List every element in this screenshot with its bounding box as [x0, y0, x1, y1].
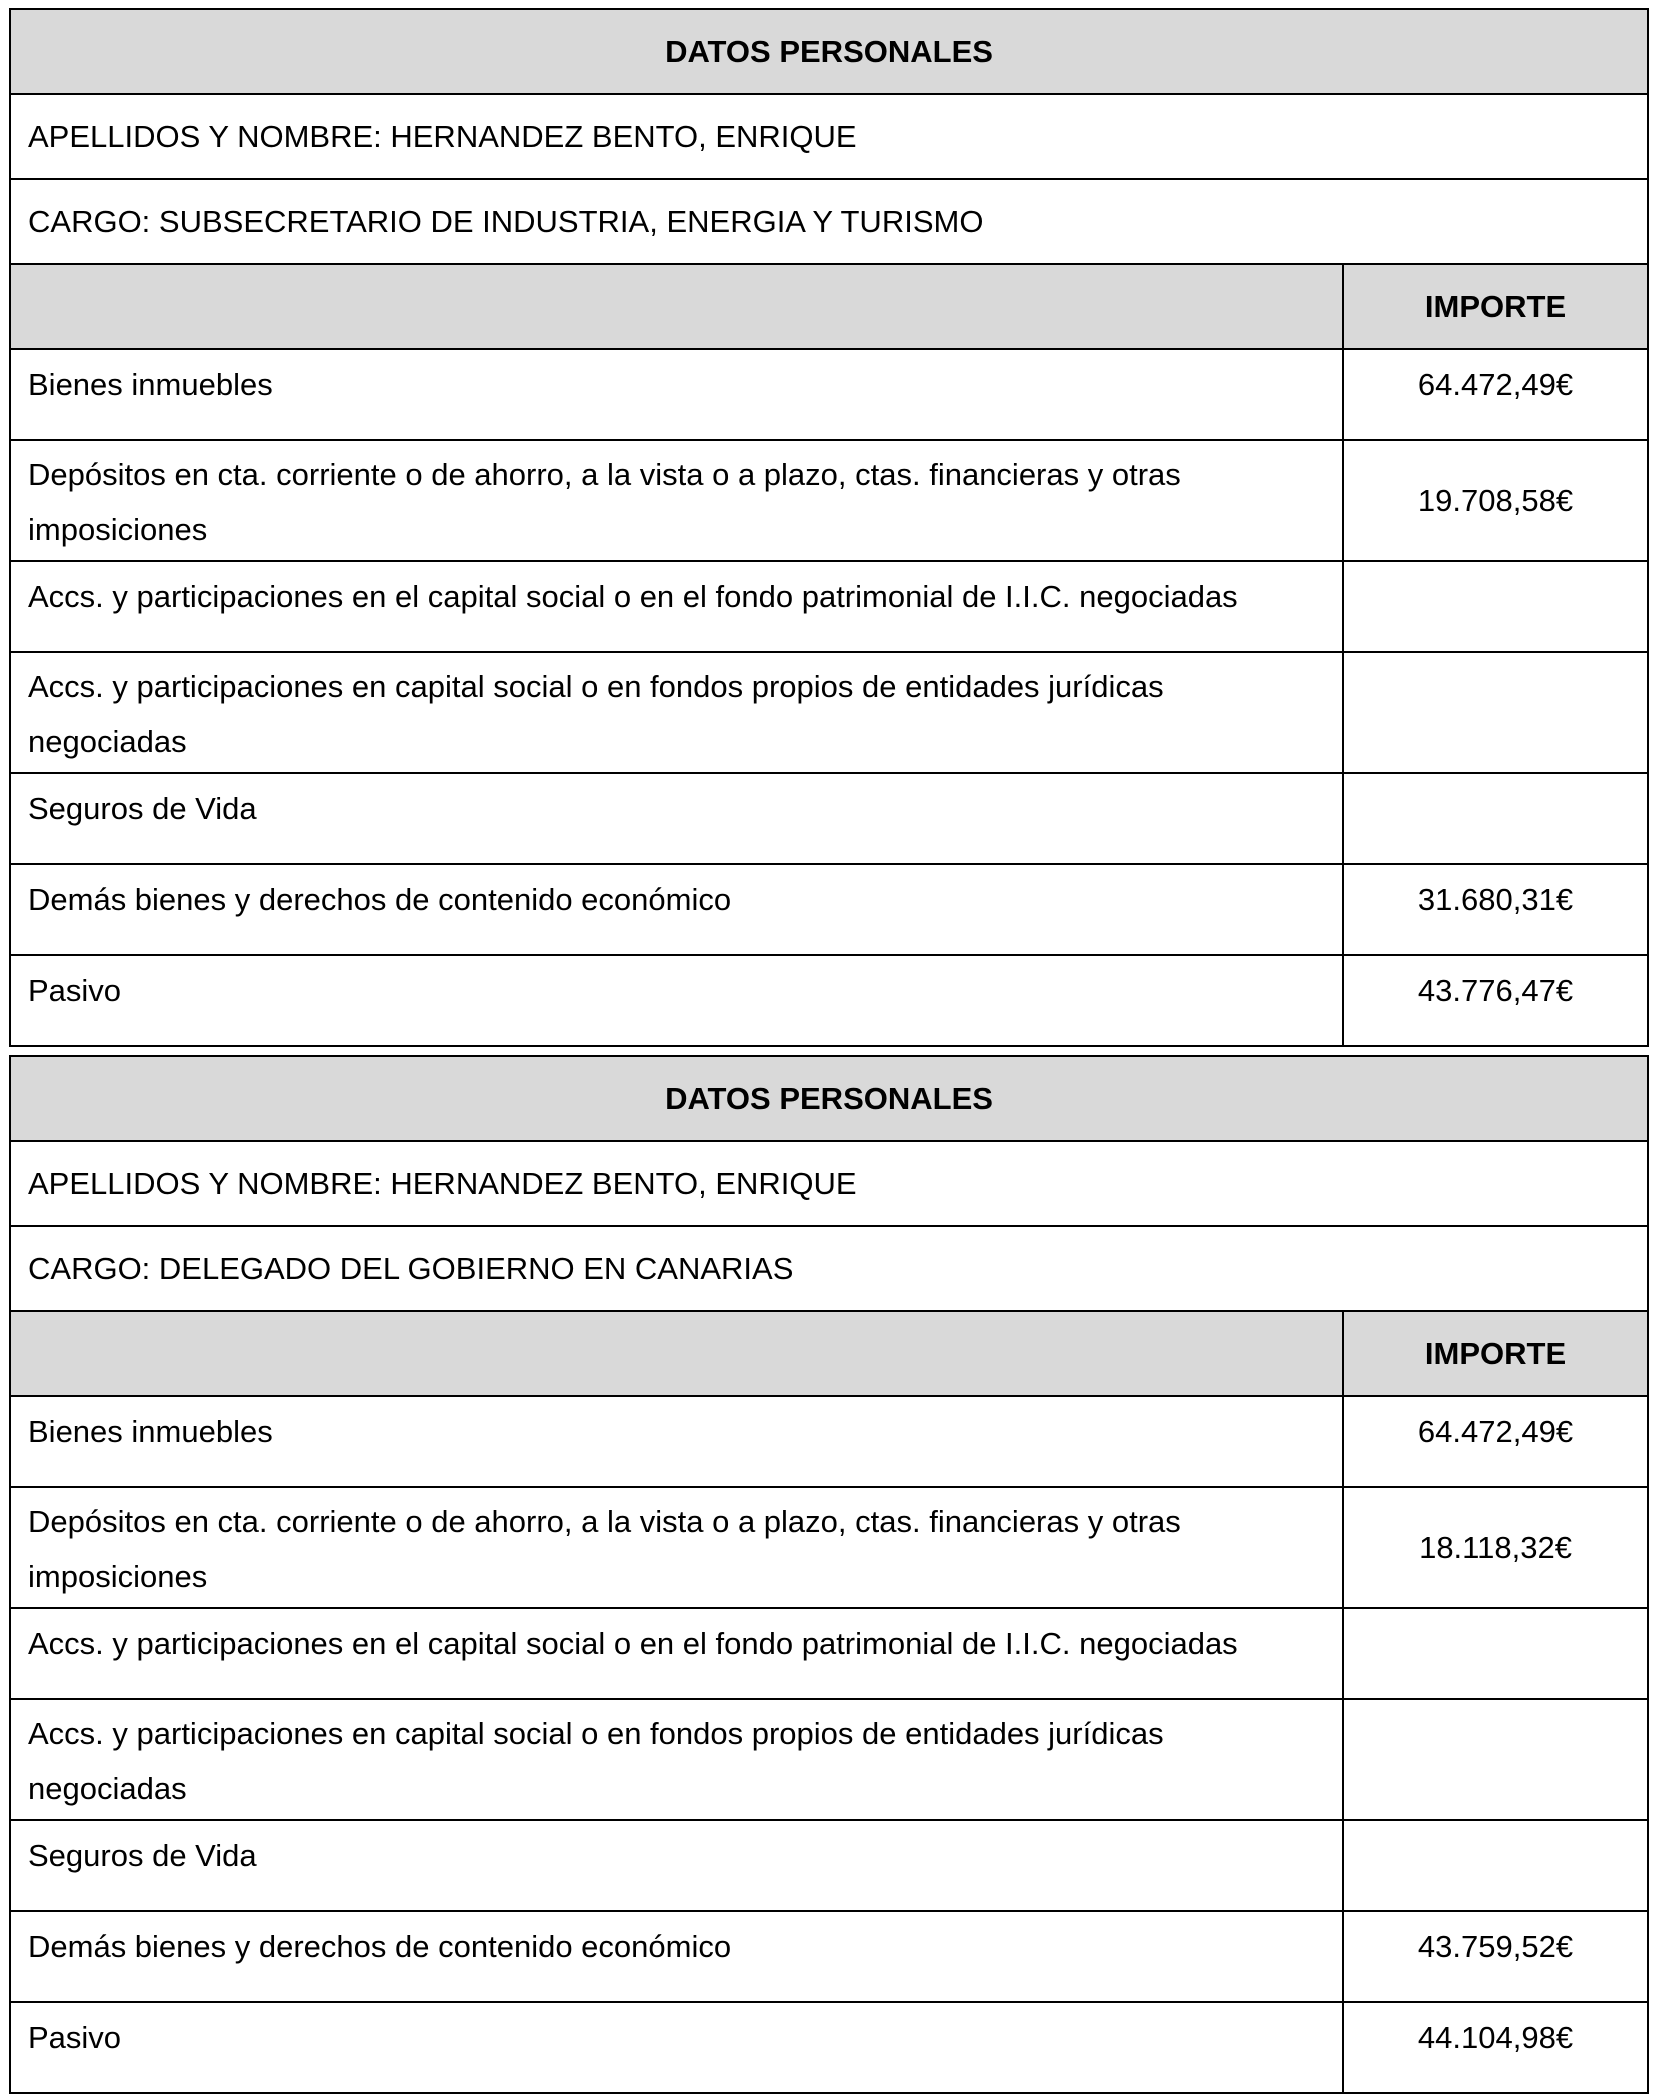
cargo-field: CARGO: DELEGADO DEL GOBIERNO EN CANARIAS: [10, 1226, 1648, 1311]
table-row: [10, 1820, 1648, 1911]
table-row: [10, 1911, 1648, 2002]
row-amount: [1343, 652, 1648, 773]
table-title: DATOS PERSONALES: [10, 1056, 1648, 1141]
table-row: [10, 1487, 1648, 1608]
row-amount: 44.104,98€: [1343, 2002, 1648, 2093]
table-title: DATOS PERSONALES: [10, 9, 1648, 94]
row-concept: Demás bienes y derechos de contenido económico: [10, 864, 1343, 955]
row-concept: Demás bienes y derechos de contenido económico: [10, 1911, 1343, 2002]
cargo-field: CARGO: SUBSECRETARIO DE INDUSTRIA, ENERGIA Y TURISMO: [10, 179, 1648, 264]
row-amount: [1343, 561, 1648, 652]
table-row: [10, 773, 1648, 864]
row-amount: [1343, 773, 1648, 864]
table-row: [10, 440, 1648, 561]
row-concept: Accs. y participaciones en capital social o en fondos propios de entidades jurídicas negociadas: [10, 1699, 1343, 1820]
amount-column-header: IMPORTE: [1343, 264, 1648, 349]
row-concept: Depósitos en cta. corriente o de ahorro, a la vista o a plazo, ctas. financieras y otras imposiciones: [10, 1487, 1343, 1608]
row-concept: Pasivo: [10, 2002, 1343, 2093]
row-concept: Seguros de Vida: [10, 1820, 1343, 1911]
table-row: [10, 2002, 1648, 2093]
row-amount: 18.118,32€: [1343, 1487, 1648, 1608]
table-row: [10, 1396, 1648, 1487]
row-amount: 19.708,58€: [1343, 440, 1648, 561]
table-row: [10, 561, 1648, 652]
row-concept: Bienes inmuebles: [10, 349, 1343, 440]
table-row: [10, 864, 1648, 955]
name-field: APELLIDOS Y NOMBRE: HERNANDEZ BENTO, ENRIQUE: [10, 1141, 1648, 1226]
row-concept: Seguros de Vida: [10, 773, 1343, 864]
row-amount: 43.759,52€: [1343, 1911, 1648, 2002]
table-row: [10, 1699, 1648, 1820]
table-row: [10, 955, 1648, 1046]
table-row: [10, 1608, 1648, 1699]
concept-column-header: [10, 1311, 1343, 1396]
row-concept: Bienes inmuebles: [10, 1396, 1343, 1487]
row-amount: 31.680,31€: [1343, 864, 1648, 955]
row-amount: [1343, 1608, 1648, 1699]
asset-declaration-table-2: [9, 1055, 1649, 2094]
row-concept: Accs. y participaciones en capital social o en fondos propios de entidades jurídicas negociadas: [10, 652, 1343, 773]
row-concept: Accs. y participaciones en el capital social o en el fondo patrimonial de I.I.C. negociadas: [10, 1608, 1343, 1699]
row-amount: [1343, 1699, 1648, 1820]
table-row: [10, 652, 1648, 773]
row-concept: Pasivo: [10, 955, 1343, 1046]
concept-column-header: [10, 264, 1343, 349]
amount-column-header: IMPORTE: [1343, 1311, 1648, 1396]
row-concept: Accs. y participaciones en el capital social o en el fondo patrimonial de I.I.C. negociadas: [10, 561, 1343, 652]
row-amount: 64.472,49€: [1343, 349, 1648, 440]
asset-declaration-table-1: [9, 8, 1649, 1047]
row-amount: [1343, 1820, 1648, 1911]
table-row: [10, 349, 1648, 440]
row-amount: 64.472,49€: [1343, 1396, 1648, 1487]
row-amount: 43.776,47€: [1343, 955, 1648, 1046]
row-concept: Depósitos en cta. corriente o de ahorro, a la vista o a plazo, ctas. financieras y otras imposiciones: [10, 440, 1343, 561]
name-field: APELLIDOS Y NOMBRE: HERNANDEZ BENTO, ENRIQUE: [10, 94, 1648, 179]
